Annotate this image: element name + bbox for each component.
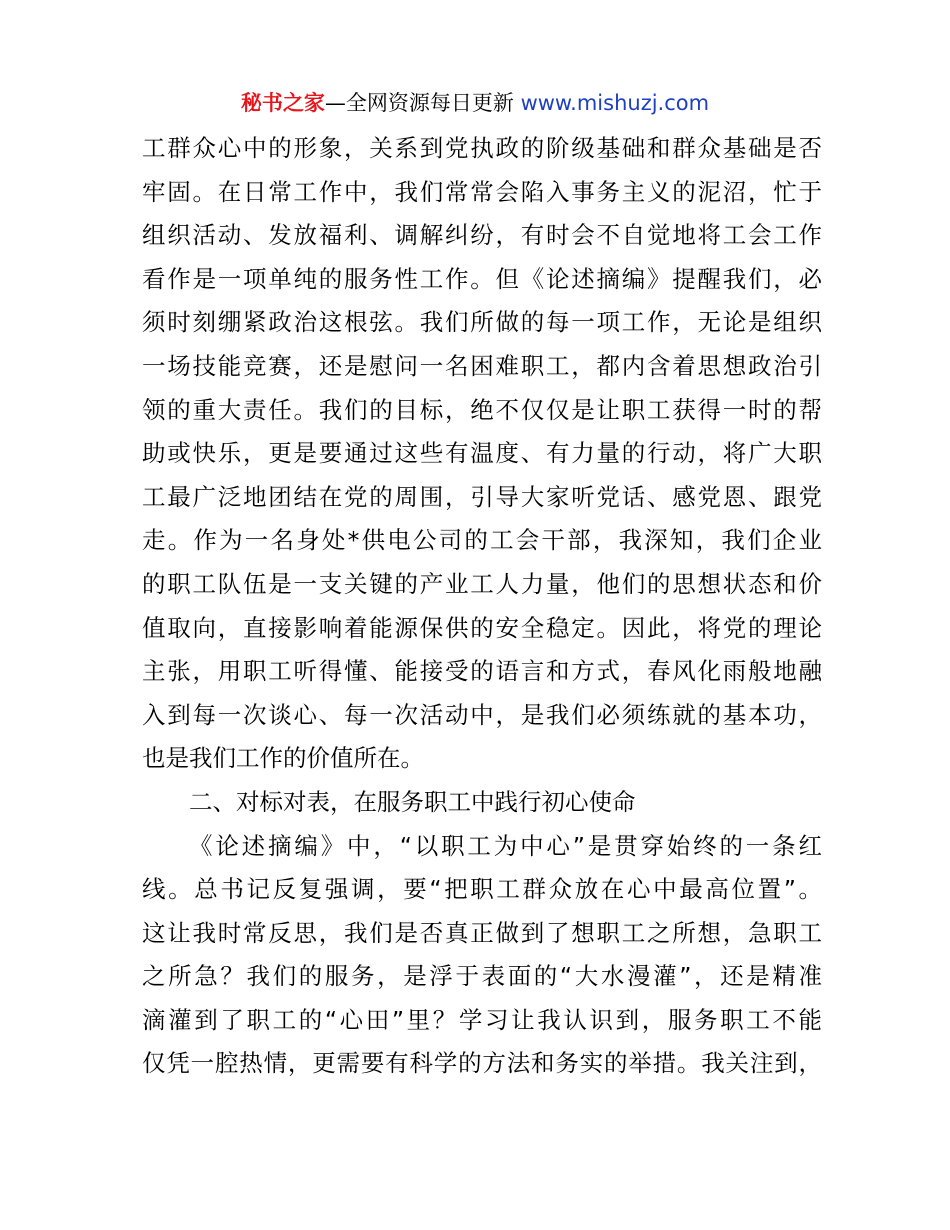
body-line: 滴灌到了职工的“心田”里？学习让我认识到，服务职工不能 (142, 1005, 822, 1034)
body-line: 仅凭一腔热情，更需要有科学的方法和务实的举措。我关注到， (142, 1049, 822, 1078)
body-line: 主张，用职工听得懂、能接受的语言和方式，春风化雨般地融 (142, 657, 822, 686)
brand-name: 秘书之家 (240, 91, 325, 115)
body-line: 一场技能竞赛，还是慰问一名困难职工，都内含着思想政治引 (142, 351, 822, 380)
header-tagline: —全网资源每日更新 (324, 91, 521, 115)
body-line: 的职工队伍是一支关键的产业工人力量，他们的思想状态和价 (142, 569, 822, 598)
body-line: 值取向，直接影响着能源保供的安全稳定。因此，将党的理论 (142, 613, 822, 642)
body-line: 走。作为一名身处*供电公司的工会干部，我深知，我们企业 (142, 526, 822, 555)
section-heading: 二、对标对表，在服务职工中践行初心使命 (189, 787, 636, 816)
body-line: 之所急？我们的服务，是浮于表面的“大水漫灌”，还是精准 (142, 962, 822, 991)
body-line: 组织活动、发放福利、调解纠纷，有时会不自觉地将工会工作 (142, 221, 822, 250)
body-line: 这让我时常反思，我们是否真正做到了想职工之所想，急职工 (142, 918, 822, 947)
body-line: 牢固。在日常工作中，我们常常会陷入事务主义的泥沼，忙于 (142, 177, 822, 206)
body-line: 助或快乐，更是要通过这些有温度、有力量的行动，将广大职 (142, 439, 822, 468)
website-link[interactable]: www.mishuzj.com (520, 91, 710, 115)
body-line: 也是我们工作的价值所在。 (142, 744, 424, 773)
body-line: 工群众心中的形象，关系到党执政的阶级基础和群众基础是否 (142, 134, 822, 162)
document-body (142, 127, 822, 1086)
body-line: 工最广泛地团结在党的周围，引导大家听党话、感党恩、跟党 (142, 482, 822, 511)
body-line: 须时刻绷紧政治这根弦。我们所做的每一项工作，无论是组织 (142, 308, 822, 337)
body-line: 看作是一项单纯的服务性工作。但《论述摘编》提醒我们，必 (142, 264, 822, 293)
body-line: 入到每一次谈心、每一次活动中，是我们必须练就的基本功， (142, 700, 822, 729)
body-line: 《论述摘编》中，“以职工为中心”是贯穿始终的一条红 (189, 831, 822, 860)
body-line: 领的重大责任。我们的目标，绝不仅仅是让职工获得一时的帮 (142, 395, 822, 424)
body-line: 线。总书记反复强调，要“把职工群众放在心中最高位置”。 (142, 875, 822, 904)
page-header (0, 88, 950, 118)
